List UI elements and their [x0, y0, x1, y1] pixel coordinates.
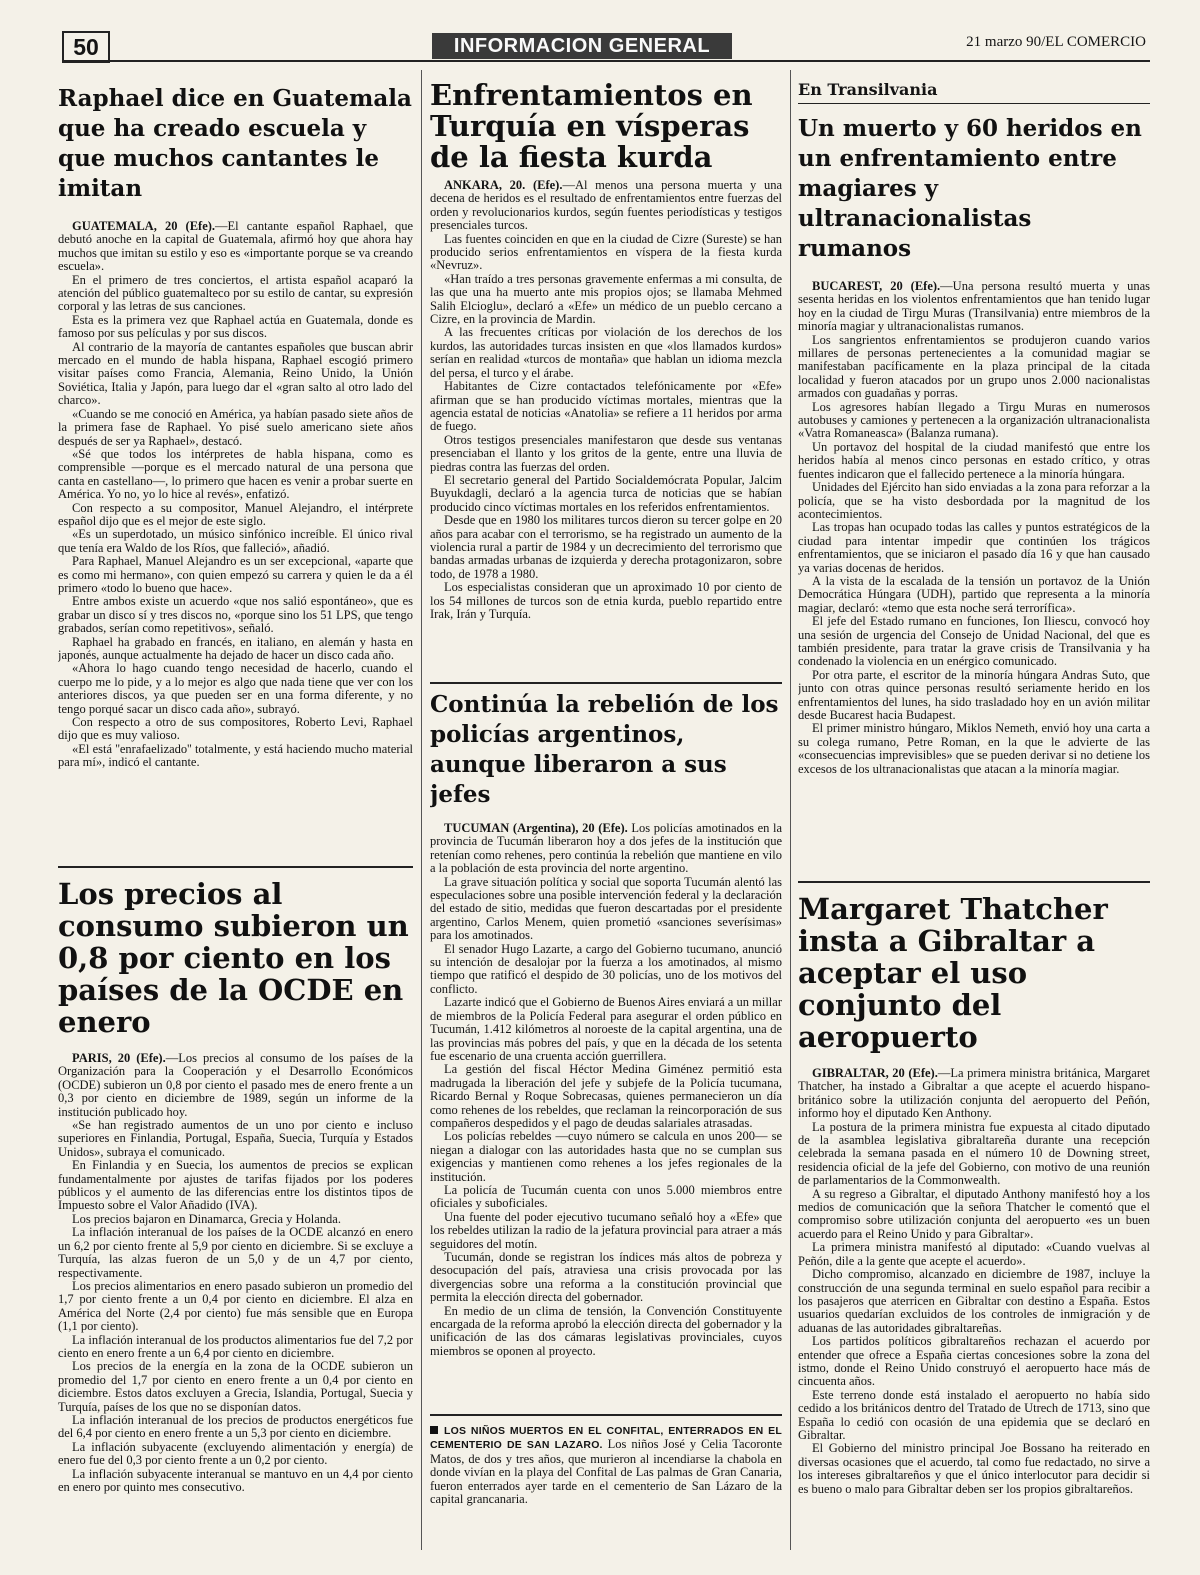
article-raphael — [58, 84, 413, 864]
paragraph: Lazarte indicó que el Gobierno de Buenos Aires enviará a un millar de miembros de la Policía Federal para asegurar el orden público en Tucumán, 1.412 kilómetros al noroeste de la capital argentina, una de las provincias más pobres del país, y que en la década de los setenta fue escenario de una cruenta acción guerrillera. — [430, 995, 782, 1063]
paragraph: Entre ambos existe un acuerdo «que nos salió espontáneo», que es grabar un disco sí y tres discos no, «porque sino los 51 LPS, que tengo grabados, serían como repetitivos», señaló. — [58, 594, 413, 636]
paragraph: —Los precios al consumo de los países de la Organización para la Cooperación y el Desarrollo Económicos (OCDE) subieron un 0,8 por ciento el pasado mes de enero frente a un 0,3 por ciento en diciembre de 1989, según un informe de la institución publicado hoy. — [58, 1051, 413, 1119]
paragraph: Tucumán, donde se registran los índices más altos de pobreza y desocupación del país, atraviesa una crisis provocada por las divergencias sobre una reforma a la constitución provincial que permita la elección directa del gobernador. — [430, 1250, 782, 1305]
dateline: TUCUMAN (Argentina), 20 (Efe). — [444, 821, 628, 835]
article-gibraltar — [798, 893, 1150, 1543]
paragraph: Un portavoz del hospital de la ciudad manifestó que entre los heridos había al menos cinco personas en estado crítico, y otras fuentes indicaron que el fallecido pertenece a la minoría húngara. — [798, 439, 1150, 481]
article-argentina — [430, 690, 782, 1410]
dateline: BUCAREST, 20 (Efe). — [812, 279, 941, 293]
paragraph: Unidades del Ejército han sido enviadas a la zona para reforzar a la policía, que se ha visto desbordada por la magnitud de los acontecimientos. — [798, 480, 1150, 521]
paragraph: Los sangrientos enfrentamientos se produjeron cuando varios millares de personas pertenecientes a la comunidad magiar se manifestaban pacíficamente en la plaza principal de la citada localidad y fueron atacados por un grupo unos 2.000 nacionalistas armados con guadañas y porras. — [798, 332, 1150, 401]
headline: Margaret Thatcher insta a Gibraltar a aceptar el uso conjunto del aeropuerto — [798, 893, 1108, 1054]
paragraph: «Cuando se me conoció en América, ya habían pasado siete años de la primera fase de Raphael. Yo pisé suelo americano siete años después de ser ya Raphael», destacó. — [58, 406, 413, 448]
paragraph: Con respecto a otro de sus compositores, Roberto Levi, Raphael dijo que es muy valioso. — [58, 715, 413, 743]
headline: Un muerto y 60 heridos en un enfrentamiento entre magiares y ultranacionalistas rumanos — [798, 115, 1142, 262]
paragraph: Desde que en 1980 los militares turcos dieron su tercer golpe en 20 años para acabar con el terrorismo, se ha registrado un aumento de la violencia rural a partir de 1984 y un decrecimiento del terrorismo que bandas armadas urbanas de izquierda y derecha protagonizaron, sobre todo, de 1978 a 1980. — [430, 513, 782, 581]
column-rule — [790, 70, 791, 1550]
column-rule — [421, 70, 422, 1550]
paragraph: El jefe del Estado rumano en funciones, Ion Iliescu, convocó hoy una sesión de urgencia del Consejo de Unidad Nacional, del que es también presidente, para tratar la grave crisis de Transilvania y ha condenado la violencia en un enérgico comunicado. — [798, 614, 1150, 669]
kicker-rule — [798, 103, 1150, 104]
paragraph: —Al menos una persona muerta y una decena de heridos es el resultado de enfrentamientos entre fuerzas del orden y revolucionarios kurdos, según fuentes periodísticas y testigos presenciales turcos. — [430, 178, 782, 233]
dateline: GUATEMALA, 20 (Efe). — [72, 219, 216, 233]
paragraph: En medio de un clima de tensión, la Convención Constituyente encargada de la reforma aprobó la elección directa del gobernador y la unificación de las dos cámaras legislativas provinciales, cuyos miembros se oponen al proyecto. — [430, 1303, 782, 1358]
paragraph: La gestión del fiscal Héctor Medina Giménez permitió esta madrugada la liberación del jefe y subjefe de la Policía tucumana, Ricardo Bernal y Roque Sobrecasas, quienes permanecieron un día como rehenes de los rebeldes, que reclaman la reincorporación de sus compañeros despedidos y el pago de deudas salariales atrasadas. — [430, 1062, 782, 1130]
paragraph: La inflación interanual de los países de la OCDE alcanzó en enero un 6,2 por ciento frente al 5,9 por ciento en diciembre. Si se excluye a Turquía, las alzas fueron de un 5,0 y de un 4,7 por ciento, respectivamente. — [58, 1225, 413, 1280]
paragraph: A la vista de la escalada de la tensión un portavoz de la Unión Democrática Húngara (UDH), partido que representa a la minoría magiar, declaró: «temo que esta noche será terrorífica». — [798, 573, 1150, 615]
paragraph: La primera ministra manifestó al diputado: «Cuando vuelvas al Peñón, dile a la gente que acepte el acuerdo». — [798, 1240, 1150, 1268]
paragraph: «Se han registrado aumentos de un uno por ciento e incluso superiores en Finlandia, Portugal, España, Suecia, Turquía y Estados Unidos», subraya el comunicado. — [58, 1118, 413, 1159]
article-body — [798, 280, 1150, 776]
paragraph: La postura de la primera ministra fue expuesta al citado diputado de la asamblea legislativa gibraltareña durante una recepción celebrada la semana pasada en el número 10 de Downing street, residencia oficial de la jefe del Gobierno, con motivo de una reunión de parlamentarios de la Commonwealth. — [798, 1119, 1150, 1188]
paragraph: —La primera ministra británica, Margaret Thatcher, ha instado a Gibraltar a que acepte el acuerdo hispano-británico sobre la utilización conjunta del aeropuerto del Peñón, informo hoy el diputado Ken Anthony. — [798, 1066, 1150, 1121]
paragraph: «Han traído a tres personas gravemente enfermas a mi consulta, de las que una ha muerto ante mis propios ojos; se llamaba Mehmed Salih Elcioglu», declaró a «Efe» un médico de un pueblo cercano a Cizre, en la provincia de Mardin. — [430, 271, 782, 327]
article-divider — [798, 881, 1150, 883]
article-ocde — [58, 878, 413, 1543]
paragraph: Los precios bajaron en Dinamarca, Grecia y Holanda. — [72, 1211, 341, 1226]
paragraph: Una fuente del poder ejecutivo tucumano señaló hoy a «Efe» que los rebeldes utilizan la radio de la jefatura provincial para atraer a más seguidores del motín. — [430, 1209, 782, 1251]
paragraph: La policía de Tucumán cuenta con unos 5.000 miembros entre oficiales y suboficiales. — [430, 1182, 782, 1211]
paragraph: El senador Hugo Lazarte, a cargo del Gobierno tucumano, anunció su intención de desalojar por la fuerza a los amotinados, al mismo tiempo que ratificó el despido de 30 policías, uno de los motivos del conflicto. — [430, 941, 782, 996]
article-body — [430, 822, 782, 1358]
header-rule — [62, 60, 1150, 62]
paragraph: Al contrario de la mayoría de cantantes españoles que buscan abrir mercado en el mundo de habla hispana, Raphael escogió primero visitar países como Francia, Alemania, Reino Unido, la Unión Soviética, Italia y Japón, para luego dar el «gran salto al otro lado del charco». — [58, 339, 413, 408]
paragraph: Para Raphael, Manuel Alejandro es un ser excepcional, «aparte que es como mi hermano», con quien empezó su carrera y quien le da a él primero «todo lo bueno que hace». — [58, 554, 413, 595]
paragraph: En el primero de tres conciertos, el artista español acaparó la atención del público guatemalteco por su estilo de cantar, su expresión corporal y las letras de sus canciones. — [58, 272, 413, 314]
paragraph: Los precios alimentarios en enero pasado subieron un promedio del 1,7 por ciento frente a un 0,4 por ciento en diciembre. El alza en América del Norte (2,4 por ciento) fue más sensible que en Europa (1,1 por ciento). — [58, 1278, 413, 1334]
article-divider — [430, 682, 782, 684]
paragraph: Los especialistas consideran que un aproximado 10 por ciento de los 54 millones de turcos son de etnia kurda, pueblo repartido entre Irak, Irán y Turquía. — [430, 580, 782, 621]
kicker: En Transilvania — [798, 80, 938, 99]
article-turquia — [430, 80, 782, 680]
paragraph: «Ahora lo hago cuando tengo necesidad de hacerlo, cuando el cuerpo me lo pide, y a lo mejor es algo que nada tiene que ver con los anteriores discos, ya que pueden ser en una forma diferente, y no tengo porqué sacar un disco cada año», subrayó. — [58, 661, 413, 716]
paragraph: «Sé que todos los intérpretes de habla hispana, como es comprensible —porque es el mercado natural de una persona que canta en castellano—, lo primero que hacen es venir a probar suerte en América. Yo no, yo lo hice al revés», enfatizó. — [58, 446, 413, 502]
paragraph: Raphael ha grabado en francés, en italiano, en alemán y hasta en japonés, aunque actualmente ha dejado de hacer un disco cada año. — [58, 634, 413, 662]
paragraph: Las fuentes coinciden en que en la ciudad de Cizre (Sureste) se han producido serios enfrentamientos en víspera de la fiesta kurda «Nevruz». — [430, 231, 782, 273]
headline: Enfrentamientos en Turquía en vísperas de la fiesta kurda — [430, 80, 753, 174]
paragraph: —El cantante español Raphael, que debutó anoche en la capital de Guatemala, afirmó hoy que ahora hay muchos que imitan su estilo y eso es «importante porque se va creando escuela». — [58, 219, 413, 274]
dateline: GIBRALTAR, 20 (Efe). — [812, 1066, 938, 1080]
paragraph: Otros testigos presenciales manifestaron que desde sus ventanas presenciaban el llanto y los gritos de la gente, entre una lluvia de piedras contra las fuerzas del orden. — [430, 432, 782, 474]
paragraph: Dicho compromiso, alcanzado en diciembre de 1987, incluye la construcción de una segunda terminal en suelo español para recibir a los pasajeros que aterricen en Gibraltar con destino a España. Estos usuarios quedarían excluidos de los controles de inmigración y de aduanas de las autoridades gibraltareñas. — [798, 1267, 1150, 1335]
paragraph: En Finlandia y en Suecia, los aumentos de precios se explican fundamentalmente por ajustes de tarifas fijados por los poderes públicos y el aumento de las diferencias entre los distintos tipos de Impuesto sobre el Valor Añadido (IVA). — [58, 1158, 413, 1213]
paragraph: Los agresores habían llegado a Tirgu Muras en numerosos autobuses y camiones y pertenecen a la organización ultranacionalista «Vatra Romaneasca» (Balanza rumana). — [798, 399, 1150, 441]
issue-date: 21 marzo 90/EL COMERCIO — [966, 34, 1146, 50]
brief-text: Los niños José y Celia Tacoronte Matos, de dos y tres años, que murieron al incendiarse la chabola en donde vivían en la playa del Confital de Las palmas de Gran Canaria, fueron enterrados ayer tarde en el cementerio de San Lázaro de la capital grancanaria. — [430, 1437, 782, 1507]
square-bullet-icon — [430, 1426, 438, 1434]
paragraph: La inflación interanual de los productos alimentarios fue del 7,2 por ciento en enero frente a un 6,4 por ciento en diciembre. — [58, 1332, 413, 1360]
article-body — [430, 179, 782, 621]
headline: Los precios al consumo subieron un 0,8 por ciento en los países de la OCDE en enero — [58, 878, 409, 1039]
paragraph: Este terreno donde está instalado el aeropuerto no había sido cedido a los británicos dentro del Tratado de Utrech de 1713, sino que España lo cedió con ocasión de una epidemia que se declaró en Gibraltar. — [798, 1387, 1150, 1442]
paragraph: Las tropas han ocupado todas las calles y puntos estratégicos de la ciudad para intentar impedir que continúen los trágicos enfrentamientos, que se iniciaron el pasado día 16 y que han causado ya varias docenas de heridos. — [798, 520, 1150, 575]
paragraph: Los policías rebeldes —cuyo número se calcula en unos 200— se niegan a dialogar con las autoridades hasta que no se cumplan sus exigencias y mantienen como rehenes a los jefes regionales de la institución. — [430, 1129, 782, 1184]
paragraph: La inflación subyacente (excluyendo alimentación y energía) de enero fue del 0,3 por ciento frente a un 0,2 por ciento. — [58, 1439, 413, 1468]
headline: Raphael dice en Guatemala que ha creado escuela y que muchos cantantes le imitan — [58, 85, 412, 202]
paragraph: La grave situación política y social que soporta Tucumán alentó las especulaciones sobre una posible intervención federal y la declaración del estado de sitio, medidas que fueron descartadas por el presidente argentino, Carlos Menem, quien prometió «sanciones severísimas» para los amotinados. — [430, 874, 782, 943]
article-body — [58, 1052, 413, 1494]
article-divider — [58, 866, 413, 868]
paragraph: A las frecuentes críticas por violación de los derechos de los kurdos, las autoridades turcas insisten en que «los llamados kurdos» serían en realidad «turcos de montaña» que hablan un idioma mezcla del persa, el turco y el árabe. — [430, 325, 782, 380]
paragraph: —Una persona resultó muerta y unas sesenta heridas en los violentos enfrentamientos que han tenido lugar hoy en la ciudad de Tirgu Muras (Transilvania) entre miembros de la minoría magiar y ultranacionalistas rumanos. — [798, 279, 1150, 334]
paragraph: «Es un superdotado, un músico sinfónico increíble. El único rival que tenía era Waldo de los Ríos, que falleció», añadió. — [58, 527, 413, 555]
paragraph: Los precios de la energía en la zona de la OCDE subieron un promedio del 1,7 por ciento en enero frente a un 0,4 por ciento en diciembre. Estos datos excluyen a Grecia, Islandia, Portugal, Suecia y Turquía, países de los que no se disponían datos. — [58, 1359, 413, 1414]
paragraph: Habitantes de Cizre contactados telefónicamente por «Efe» afirman que se han producido víctimas mortales, mientras que la agencia estatal de noticias «Anatolia» se refiere a 11 heridos por arma de fuego. — [430, 379, 782, 434]
paragraph: Por otra parte, el escritor de la minoría húngara Andras Suto, que junto con otras quince personas resultó seriamente herido en los enfrentamientos del lunes, ha sido trasladado hoy en un avión militar desde Bucarest hacia Budapest. — [798, 667, 1150, 722]
dateline: PARIS, 20 (Efe). — [72, 1051, 166, 1065]
paragraph: Los partidos políticos gibraltareños rechazan el acuerdo por entender que ofrece a España ciertas concesiones sobre la zona del istmo, donde el Reino Unido construyó el aeropuerto hace más de cincuenta años. — [798, 1334, 1150, 1389]
brief-ninos — [430, 1424, 782, 1524]
paragraph: El Gobierno del ministro principal Joe Bossano ha reiterado en diversas ocasiones que el acuerdo, tal como fue redactado, no sirve a los intereses gibraltareños y que el único interlocutor para decidir si es bueno o malo para Gibraltar deben ser los propios gibraltareños. — [798, 1441, 1150, 1496]
brief-head: LOS NIÑOS MUERTOS EN EL CONFITAL, ENTERRADOS EN EL CEMENTERIO DE SAN LAZARO. — [430, 1425, 782, 1452]
paragraph: A su regreso a Gibraltar, el diputado Anthony manifestó hoy a los medios de comunicación que la señora Thatcher le comentó que el compromiso sobre utilización conjunta del aeropuerto «es un buen acuerdo para el Reino Unido y para Gibraltar». — [798, 1186, 1150, 1241]
paragraph: La inflación interanual de los precios de productos energéticos fue del 6,4 por ciento en enero frente a un 5,3 por ciento en diciembre. — [58, 1412, 413, 1441]
paragraph: Los policías amotinados en la provincia de Tucumán liberaron hoy a dos jefes de la institución que retenían como rehenes, pero continúa la rebelión que mantiene en vilo a la población de esta provincia del norte argentino. — [430, 821, 782, 876]
paragraph: La inflación subyacente interanual se mantuvo en un 4,4 por ciento en enero por quinto mes consecutivo. — [58, 1466, 413, 1494]
headline: Continúa la rebelión de los policías argentinos, aunque liberaron a sus jefes — [430, 691, 779, 808]
article-transilvania — [798, 80, 1150, 875]
section-banner: INFORMACION GENERAL — [432, 33, 732, 59]
paragraph: El secretario general del Partido Socialdemócrata Popular, Jalcim Buyukdagli, declaró a la agencia turca de noticias que se habían producido cinco víctimas mortales en los referidos enfrentamientos. — [430, 472, 782, 514]
article-body — [798, 1067, 1150, 1496]
paragraph: Esta es la primera vez que Raphael actúa en Guatemala, donde es famoso por sus películas y por sus discos. — [58, 312, 413, 341]
paragraph: El primer ministro húngaro, Miklos Nemeth, envió hoy una carta a su colega rumano, Petre Roman, en la que le advierte de las «consecuencias imprevisibles» que se pueden derivar si no detiene los excesos de los ultranacionalistas que atacan a la minoría magiar. — [798, 721, 1150, 776]
page-number: 50 — [62, 31, 110, 63]
article-divider — [430, 1414, 782, 1416]
paragraph: «El está ''enrafaelizado'' totalmente, y está haciendo mucho material para mí», indicó el cantante. — [58, 741, 413, 770]
article-body — [58, 220, 413, 770]
dateline: ANKARA, 20. (Efe). — [444, 178, 563, 192]
paragraph: Con respecto a su compositor, Manuel Alejandro, el intérprete español dijo que es el mejor de este siglo. — [58, 500, 413, 528]
